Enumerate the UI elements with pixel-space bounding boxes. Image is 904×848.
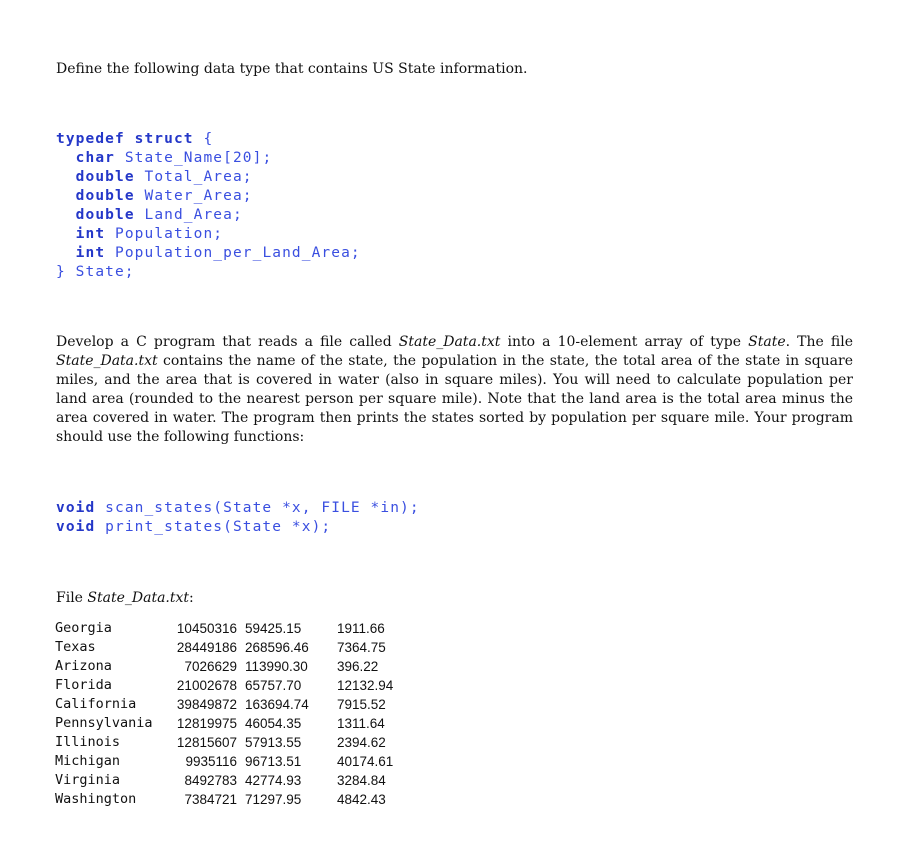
total-area-cell: 113990.30	[245, 659, 308, 674]
state-row	[55, 657, 417, 676]
water-area-cell: 7915.52	[337, 697, 386, 712]
function-prototype-line	[56, 519, 331, 535]
state-name-cell: Washington	[55, 791, 137, 807]
state-row	[55, 638, 417, 657]
struct-field-line	[56, 245, 361, 261]
code-text: Population;	[105, 226, 224, 242]
total-area-cell: 65757.70	[245, 678, 302, 693]
total-area-cell: 59425.15	[245, 621, 302, 636]
state-name-cell: Texas	[55, 639, 96, 655]
code-keyword: double	[75, 169, 135, 185]
description-text: . The file	[785, 334, 853, 350]
description-text: contains the name of the state, the population in the state, the total area of the state in square miles, and the area that is covered in water (also in square miles). You will need to calculate population per land area (rounded to the nearest person per square mile). Note that the land area is the total area minus the area covered in water. The program then prints the states sorted by population per square mile. Your program should use the following functions:	[56, 353, 853, 445]
state-row	[55, 619, 417, 638]
state-row	[55, 752, 417, 771]
total-area-cell: 268596.46	[245, 640, 309, 655]
state-name-cell: Michigan	[55, 753, 121, 769]
state-row	[55, 790, 417, 809]
state-name-cell: California	[55, 696, 137, 712]
struct-definition	[56, 130, 361, 282]
code-keyword: double	[75, 207, 135, 223]
total-area-cell: 163694.74	[245, 697, 309, 712]
code-text: Population_per_Land_Area;	[105, 245, 361, 261]
state-row	[55, 771, 417, 790]
struct-line-open	[56, 131, 213, 147]
population-cell: 7026629	[184, 659, 237, 674]
state-data-rows	[55, 619, 417, 809]
file-label-name: State_Data.txt	[87, 590, 190, 606]
struct-field-line	[56, 150, 272, 166]
population-cell: 9935116	[185, 754, 237, 769]
water-area-cell: 4842.43	[337, 792, 386, 807]
filename-text: State_Data.txt	[56, 353, 158, 369]
total-area-cell: 71297.95	[245, 792, 302, 807]
code-text: print_states(State *x);	[95, 519, 332, 535]
code-text: {	[193, 131, 214, 147]
intro-text: Define the following data type that contains US State information.	[56, 61, 528, 77]
state-name-cell: Illinois	[55, 734, 121, 750]
water-area-cell: 40174.61	[337, 754, 394, 769]
water-area-cell: 7364.75	[337, 640, 386, 655]
population-cell: 21002678	[176, 678, 237, 693]
state-name-cell: Pennsylvania	[55, 715, 153, 731]
state-name-cell: Florida	[55, 677, 112, 693]
code-text: State_Name[20];	[115, 150, 273, 166]
state-name-cell: Georgia	[55, 620, 112, 636]
population-cell: 7384721	[184, 792, 237, 807]
total-area-cell: 57913.55	[245, 735, 302, 750]
total-area-cell: 46054.35	[245, 716, 302, 731]
file-label-prefix: File	[56, 590, 88, 606]
water-area-cell: 1311.64	[337, 716, 385, 731]
population-cell: 28449186	[176, 640, 237, 655]
struct-field-line	[56, 169, 253, 185]
state-row	[55, 733, 417, 752]
struct-field-line	[56, 207, 243, 223]
population-cell: 8492783	[184, 773, 237, 788]
water-area-cell: 2394.62	[337, 735, 386, 750]
water-area-cell: 1911.66	[337, 621, 385, 636]
code-text: Land_Area;	[134, 207, 243, 223]
struct-field-line	[56, 226, 223, 242]
code-keyword: int	[75, 226, 106, 242]
description-text: Develop a C program that reads a file called	[56, 334, 399, 350]
water-area-cell: 12132.94	[337, 678, 394, 693]
state-name-cell: Virginia	[55, 772, 121, 788]
code-keyword: void	[56, 519, 96, 535]
population-cell: 12815607	[176, 735, 237, 750]
assignment-description	[56, 333, 853, 447]
filename-text: State_Data.txt	[398, 334, 501, 350]
description-text: into a 10-element array of type	[500, 334, 749, 350]
function-prototype-line	[56, 500, 420, 516]
water-area-cell: 396.22	[337, 659, 379, 674]
code-text: scan_states(State *x, FILE *in);	[95, 500, 420, 516]
total-area-cell: 96713.51	[245, 754, 302, 769]
population-cell: 12819975	[176, 716, 237, 731]
state-data-table	[55, 619, 417, 809]
function-prototypes	[56, 499, 420, 537]
file-label	[56, 589, 194, 608]
state-row	[55, 676, 417, 695]
type-name-text: State	[748, 334, 786, 350]
file-label-suffix: :	[189, 590, 194, 606]
code-keyword: void	[56, 500, 96, 516]
state-row	[55, 695, 417, 714]
code-keyword: int	[75, 245, 106, 261]
population-cell: 10450316	[176, 621, 237, 636]
struct-line-close: } State;	[56, 264, 135, 280]
code-keyword: double	[75, 188, 135, 204]
code-text: Water_Area;	[134, 188, 253, 204]
code-text: Total_Area;	[134, 169, 253, 185]
code-keyword: char	[75, 150, 115, 166]
state-name-cell: Arizona	[55, 658, 112, 674]
state-row	[55, 714, 417, 733]
population-cell: 39849872	[176, 697, 237, 712]
struct-field-line	[56, 188, 253, 204]
total-area-cell: 42774.93	[245, 773, 302, 788]
water-area-cell: 3284.84	[337, 773, 386, 788]
code-keyword: typedef struct	[56, 131, 194, 147]
